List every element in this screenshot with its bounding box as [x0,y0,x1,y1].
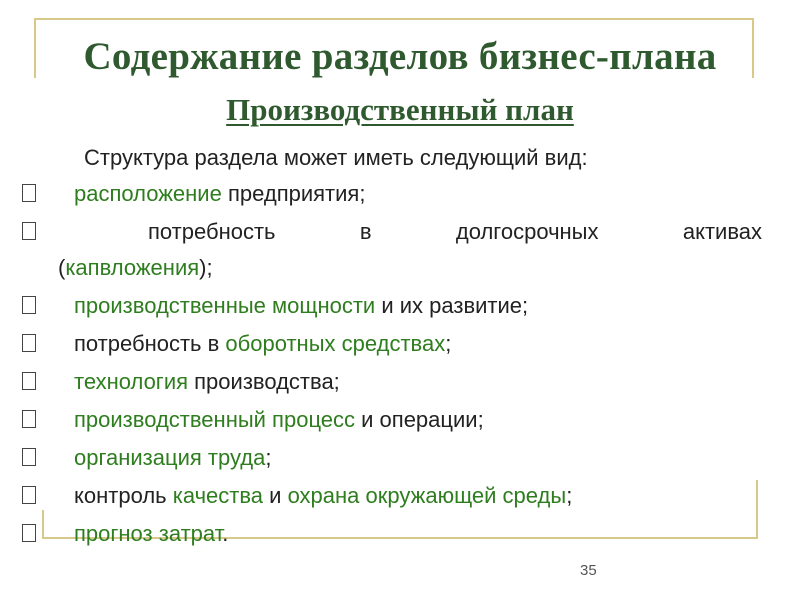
list-item [22,219,762,293]
item-text: предприятия; [221,181,366,206]
list-item [22,369,762,407]
item-highlight: технология [74,369,189,394]
item-highlight: качества [172,483,264,508]
square-bullet-icon [22,184,36,202]
square-bullet-icon [22,222,36,240]
list-item [22,521,762,559]
item-justified-line [74,219,762,245]
list-item [22,293,762,331]
slide-subtitle-text: Производственный план [226,92,574,127]
structure-list [22,181,762,559]
list-item [22,331,762,369]
item-text: контроль [74,483,173,508]
item-highlight: производственный процесс [74,407,356,432]
list-item [22,181,762,219]
list-item [22,407,762,445]
item-highlight: оборотных средствах [225,331,446,356]
item-text: ; [566,483,573,508]
item-text: ; [265,445,272,470]
item-highlight: охрана окружающей среды [287,483,567,508]
item-text: активах [682,219,762,244]
item-text: производства; [188,369,340,394]
item-highlight: капвложения [65,255,200,280]
frame-top-line [34,18,754,20]
square-bullet-icon [22,296,36,314]
item-text: и их развитие; [375,293,529,318]
item-text: потребность в [74,331,226,356]
item-text: ; [445,331,452,356]
square-bullet-icon [22,486,36,504]
list-item [22,483,762,521]
item-text: . [222,521,229,546]
square-bullet-icon [22,372,36,390]
square-bullet-icon [22,524,36,542]
item-text: и операции; [355,407,484,432]
item-text: и [263,483,288,508]
item-text: ( [58,255,66,280]
item-highlight: производственные мощности [74,293,376,318]
square-bullet-icon [22,448,36,466]
item-highlight: расположение [74,181,222,206]
item-text: потребность [148,219,276,244]
slide-subtitle [0,92,800,128]
item-highlight: прогноз затрат [74,521,223,546]
intro-text: Структура раздела может иметь следующий вид: [84,145,588,170]
item-second-line [58,255,213,281]
item-text: в [359,219,372,244]
square-bullet-icon [22,334,36,352]
square-bullet-icon [22,410,36,428]
slide-title: Содержание разделов бизнес-плана [83,35,717,78]
item-text: ); [199,255,213,280]
list-item [22,445,762,483]
page-number: 35 [580,562,597,579]
item-highlight: организация труда [74,445,266,470]
item-text: долгосрочных [455,219,599,244]
